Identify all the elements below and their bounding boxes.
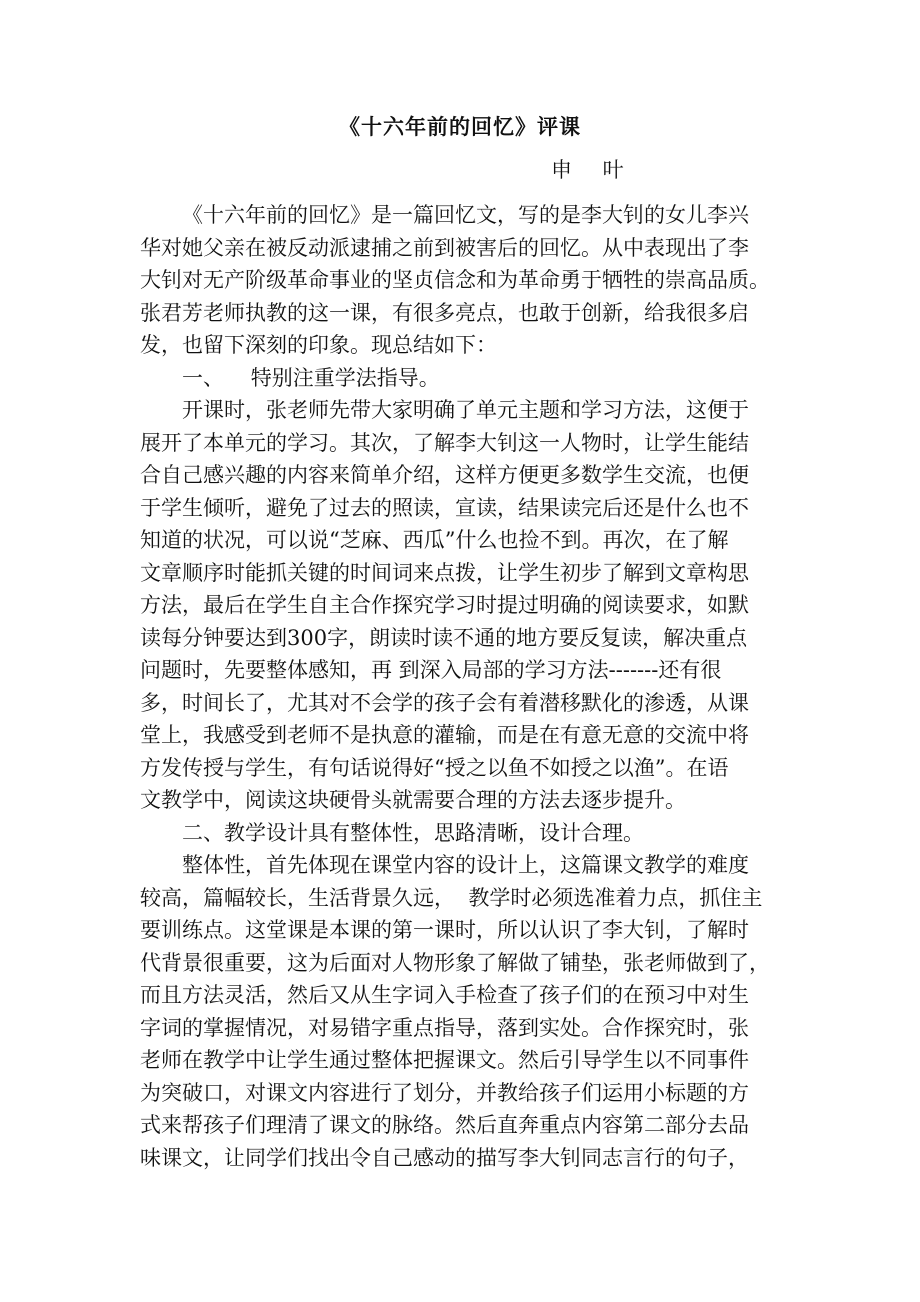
paragraph-line: 《十六年前的回忆》是一篇回忆文，写的是李大钊的女儿李兴 xyxy=(182,203,749,227)
paragraph-line: 堂上，我感受到老师不是执意的灌输，而是在有意无意的交流中将 xyxy=(140,723,749,747)
paragraph-line: 较高，篇幅较长，生活背景久远， 教学时必须选准着力点，抓住主 xyxy=(140,885,763,910)
paragraph-line: 整体性，首先体现在课堂内容的设计上，这篇课文教学的难度 xyxy=(182,853,749,877)
section-heading: 二、教学设计具有整体性，思路清晰，设计合理。 xyxy=(182,820,644,845)
paragraph-line: 式来帮孩子们理清了课文的脉络。然后直奔重点内容第二部分去品 xyxy=(140,1113,749,1137)
paragraph-line: 展开了本单元的学习。其次，了解李大钊这一人物时，让学生能结 xyxy=(140,430,749,455)
paragraph-line: 于学生倾听，避免了过去的照读，宣读，结果读完后还是什么也不 xyxy=(140,495,749,520)
paragraph-line: 知道的状况，可以说“芝麻、西瓜”什么也捡不到。再次，在了解 xyxy=(140,528,729,552)
paragraph-line: 开课时，张老师先带大家明确了单元主题和学习方法，这便于 xyxy=(182,398,749,422)
paragraph-line: 华对她父亲在被反动派逮捕之前到被害后的回忆。从中表现出了李 xyxy=(140,235,749,260)
paragraph-line: 要训练点。这堂课是本课的第一课时，所以认识了李大钊，了解时 xyxy=(140,918,749,942)
paragraph-line: 读每分钟要达到300字，朗读时读不通的地方要反复读，解决重点 xyxy=(140,625,748,650)
paragraph-line: 文章顺序时能抓关键的时间词来点拨，让学生初步了解到文章构思 xyxy=(140,560,749,585)
paragraph-line: 大钊对无产阶级革命事业的坚贞信念和为革命勇于牺牲的崇高品质。 xyxy=(140,268,770,292)
paragraph-line: 张君芳老师执教的这一课，有很多亮点，也敢于创新，给我很多启 xyxy=(140,300,749,325)
paragraph-line: 味课文，让同学们找出令自己感动的描写李大钊同志言行的句子， xyxy=(140,1145,749,1170)
document-body xyxy=(140,199,808,1174)
paragraph-line: 问题时，先要整体感知，再 到深入局部的学习方法-------还有很 xyxy=(140,658,722,682)
paragraph-line: 而且方法灵活，然后又从生字词入手检查了孩子们的在预习中对生 xyxy=(140,983,749,1007)
document-author: 申 叶 xyxy=(551,158,636,182)
document-title: 《十六年前的回忆》评课 xyxy=(339,114,581,139)
paragraph-line: 字词的掌握情况，对易错字重点指导，落到实处。合作探究时，张 xyxy=(140,1015,749,1040)
paragraph-line: 合自己感兴趣的内容来简单介绍，这样方便更多数学生交流，也便 xyxy=(140,463,749,487)
paragraph-line: 发，也留下深刻的印象。现总结如下： xyxy=(140,333,497,357)
paragraph-line: 文教学中，阅读这块硬骨头就需要合理的方法去逐步提升。 xyxy=(140,788,686,812)
paragraph-line: 方发传授与学生，有句话说得好“授之以鱼不如授之以渔”。在语 xyxy=(140,755,729,780)
section-heading: 一、 特别注重学法指导。 xyxy=(182,365,440,390)
paragraph-line: 多，时间长了，尤其对不会学的孩子会有着潜移默化的渗透，从课 xyxy=(140,690,749,715)
paragraph-line: 代背景很重要，这为后面对人物形象了解做了铺垫，张老师做到了， xyxy=(140,950,770,975)
paragraph-line: 为突破口，对课文内容进行了划分，并教给孩子们运用小标题的方 xyxy=(140,1080,749,1105)
paragraph-line: 老师在教学中让学生通过整体把握课文。然后引导学生以不同事件 xyxy=(140,1048,749,1072)
paragraph-line: 方法，最后在学生自主合作探究学习时提过明确的阅读要求，如默 xyxy=(140,593,749,617)
